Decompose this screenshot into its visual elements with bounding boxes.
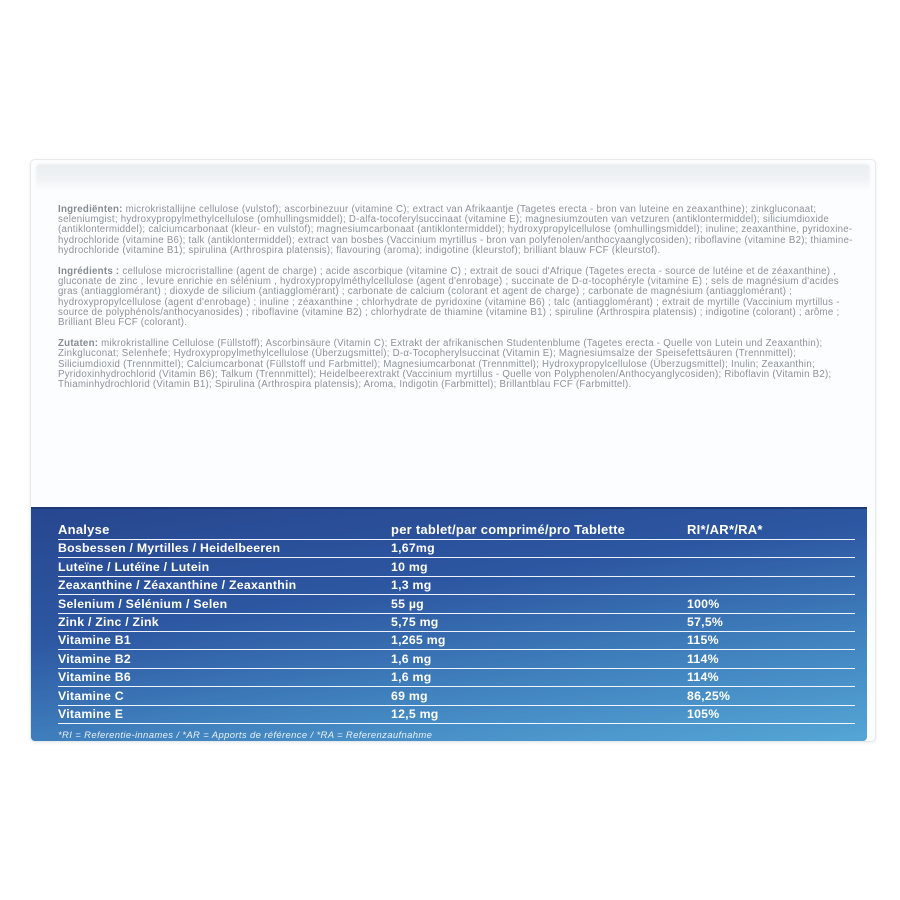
row-ri-cell: [687, 574, 855, 576]
row-name-cell: Selenium / Sélénium / Selen: [58, 596, 228, 611]
row-name-cell: Zeaxanthine / Zéaxanthine / Zeaxanthin: [58, 578, 297, 593]
ingredients-label-de: Zutaten:: [58, 338, 99, 350]
analysis-table-header: [58, 520, 855, 540]
header-amount-cell: per tablet/par comprimé/pro Tablette: [391, 522, 626, 537]
row-ri-cell: [687, 555, 855, 557]
ingredients-section: [58, 205, 860, 401]
table-row: [58, 669, 855, 687]
row-name-cell: Vitamine B6: [58, 670, 131, 685]
box-lid-crease: [36, 164, 870, 191]
row-ri-cell: 114%: [687, 670, 719, 685]
row-ri-cell: 57,5%: [687, 614, 724, 629]
row-amount-cell: 1,6 mg: [391, 651, 432, 666]
row-amount-cell: 1,6 mg: [391, 670, 432, 685]
ingredients-paragraph-fr: [58, 267, 860, 328]
product-box-back: [30, 159, 876, 742]
ingredients-text-nl: microkristallijne cellulose (vulstof); ascorbinezuur (vitamine C); extract van Afrikaantje (Tagetes erecta - bron van luteine en zeaxanthine); zinkgluconaat; seleniumgist; hydroxypropylmethylcellulose (omhullingsmiddel); D-alfa-tocoferylsuccinaat (vitamine E); magnesiumzouten van vetzuren (antiklontermiddel); siliciumdioxide (antiklontermiddel); calciumcarbonaat (kleur- en vulstof); magnesiumcarbonaat (antiklontermiddel); hydroxypropylcellulose (omhullingsmiddel); inuline; zeaxanthine, pyridoxine-hydrochloride (vitamine B6); talk (antiklontermiddel); extract van bosbes (Vaccinium myrtillus - bron van polyfenolen/anthocyaanglycosiden); riboflavine (vitamine B2); thiamine-hydrochloride (vitamine B1); spirulina (Arthrospira platensis); flavouring (aroma); indigotine (kleurstof); brilliant blauw FCF (kleurstof).: [58, 204, 853, 256]
ingredients-paragraph-de: [58, 339, 860, 390]
row-amount-cell: 10 mg: [391, 559, 428, 574]
row-name-cell: Vitamine C: [58, 688, 124, 703]
table-row: [58, 595, 855, 613]
row-amount-cell: 12,5 mg: [391, 706, 439, 721]
table-row: [58, 706, 855, 724]
ingredients-text-fr: cellulose microcristalline (agent de charge) ; acide ascorbique (vitamine C) ; extrait de souci d'Afrique (Tagetes erecta - source de lutéine et de zéaxanthine) , gluconate de zinc , levure enrichie en sélénium , hydroxypropylméthylcellulose (agent d'enrobage) ; succinate de D-α-tocophéryle (vitamine E) ; sels de magnésium d'acides gras (antiagglomérant) ; dioxyde de silicium (antiagglomérant) ; carbonate de calcium (colorant et agent de charge) ; carbonate de magnésium (antiagglomérant) ; hydroxypropylcellulose (agent d'enrobage) ; inuline ; zéaxanthine ; chlorhydrate de pyridoxine (vitamine B6) ; talc (antiagglomérant) ; extrait de myrtille (Vaccinium myrtillus - source de polyphénols/anthocyanosides) ; riboflavine (vitamine B2) ; chlorhydrate de thiamine (vitamine B1) ; spiruline (Arthrospira platensis) ; indigotine (colorant) ; arôme ; Brilliant Bleu FCF (colorant).: [58, 266, 840, 329]
table-row: [58, 558, 855, 576]
ingredients-text-de: mikrokristalline Cellulose (Füllstoff); Ascorbinsäure (Vitamin C); Extrakt der afrikanischen Studentenblume (Tagetes erecta - Quelle von Lutein und Zeaxanthin); Zinkgluconat; Selenhefe; Hydroxypropylmethylcellulose (Überzugsmittel); D-α-Tocopherylsuccinat (Vitamin E); Magnesiumsalze der Speisefettsäuren (Trennmittel); Siliciumdioxid (Trennmittel); Calciumcarbonat (Füllstoff und Farbmittel); Magnesiumcarbonat (Trennmittel); Hydroxypropylcellulose (Überzugsmittel); Inulin; Zeaxanthin; Pyridoxinhydrochlorid (Vitamin B6); Talkum (Trennmittel); Heidelbeerextrakt (Vaccinium myrtillus - Quelle von Polyphenolen/Anthocyanglycosiden); Riboflavin (Vitamin B2); Thiaminhydrochlorid (Vitamin B1); Spirulina (Arthrospira platensis); Aroma, Indigotin (Farbmittel); Brillantblau FCF (Farbmittel).: [58, 338, 832, 391]
row-name-cell: Vitamine B2: [58, 651, 131, 666]
ingredients-label-nl: Ingrediënten:: [58, 204, 123, 215]
ingredients-paragraph-nl: [58, 205, 860, 256]
row-amount-cell: 55 µg: [391, 596, 424, 611]
table-row: [58, 687, 855, 705]
row-name-cell: Luteïne / Lutéïne / Lutein: [58, 559, 210, 574]
row-name-cell: Bosbessen / Myrtilles / Heidelbeeren: [58, 541, 281, 556]
table-row: [58, 540, 855, 558]
ingredients-label-fr: Ingrédients :: [58, 266, 120, 278]
row-ri-cell: 86,25%: [687, 688, 731, 703]
row-amount-cell: 5,75 mg: [391, 614, 439, 629]
reference-intake-footnote: *RI = Referentie-innames / *AR = Apports de référence / *RA = Referenzaufnahme: [58, 729, 433, 741]
header-ri-cell: RI*/AR*/RA*: [687, 522, 763, 537]
header-name-cell: Analyse: [58, 522, 110, 537]
table-row: [58, 614, 855, 632]
row-ri-cell: 105%: [687, 706, 720, 721]
row-amount-cell: 69 mg: [391, 688, 428, 703]
row-amount-cell: 1,3 mg: [391, 578, 432, 593]
table-row: [58, 632, 855, 650]
row-ri-cell: 100%: [687, 596, 720, 611]
row-amount-cell: 1,67mg: [391, 541, 435, 556]
table-row: [58, 650, 855, 668]
row-ri-cell: 114%: [687, 651, 719, 666]
row-name-cell: Zink / Zinc / Zink: [58, 614, 159, 629]
row-name-cell: Vitamine E: [58, 706, 124, 721]
row-ri-cell: [687, 592, 855, 594]
table-row: [58, 577, 855, 595]
analysis-panel: [31, 507, 867, 741]
row-amount-cell: 1,265 mg: [391, 633, 446, 648]
row-name-cell: Vitamine B1: [58, 633, 131, 648]
row-ri-cell: 115%: [687, 633, 719, 648]
